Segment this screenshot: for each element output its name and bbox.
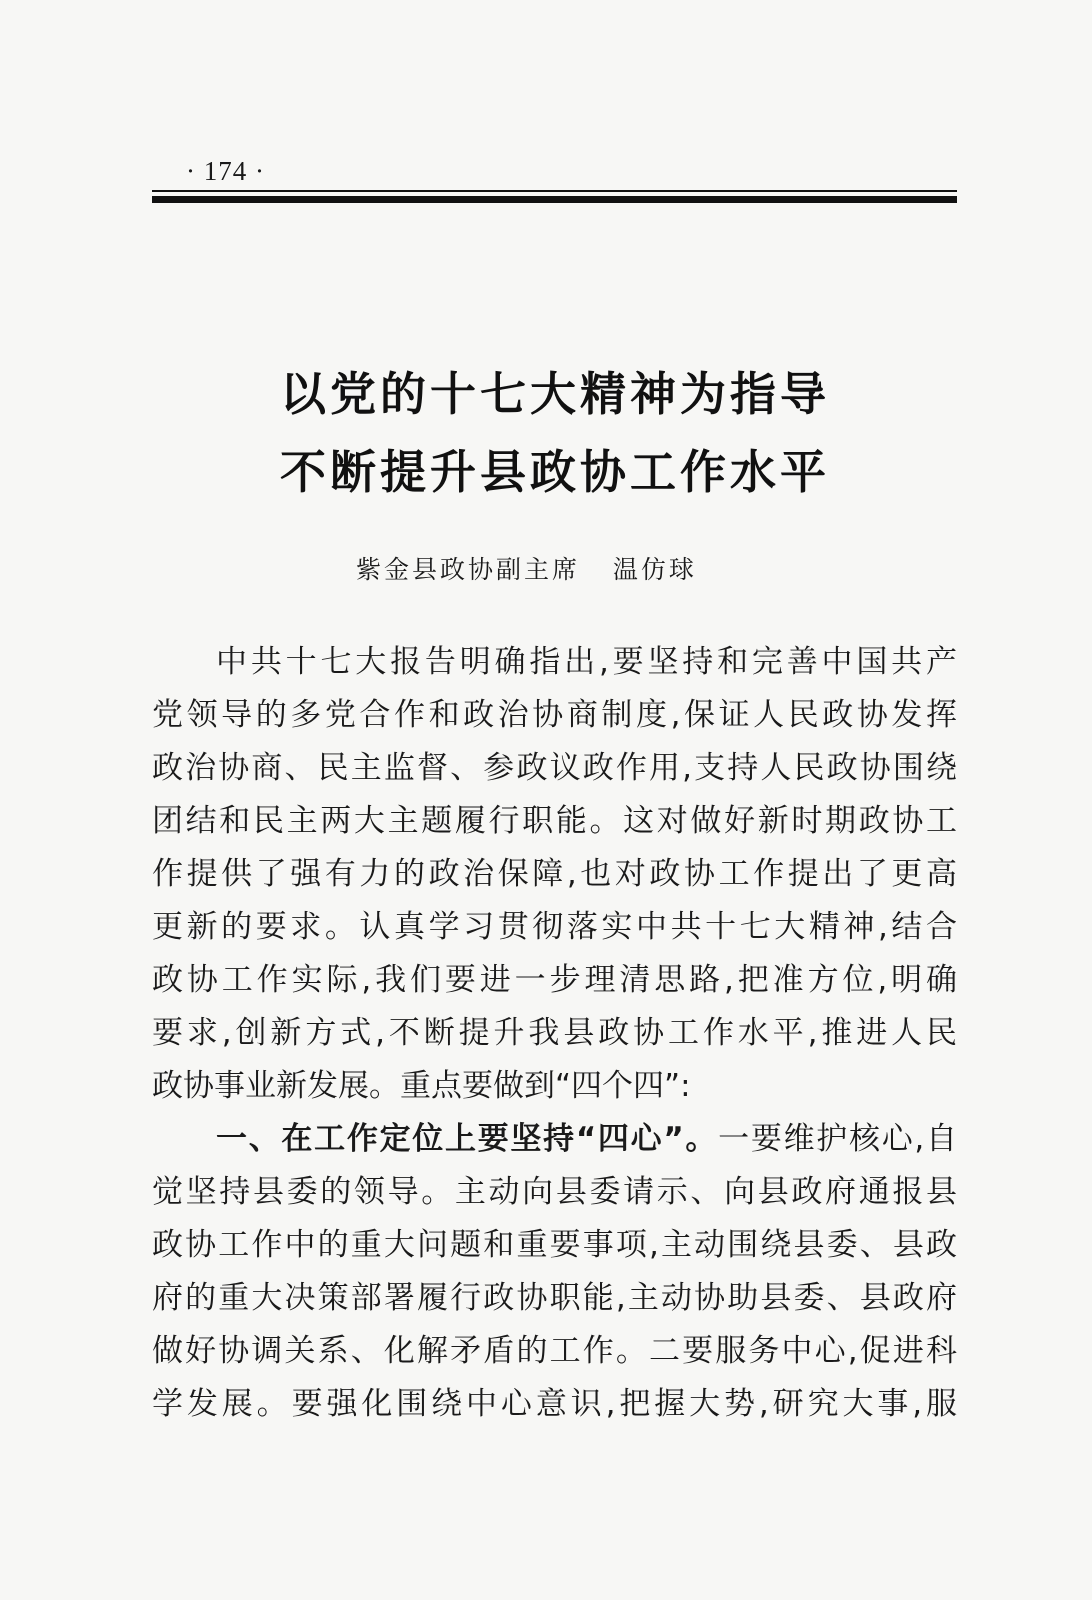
body-line: 政治协商、民主监督、参政议政作用,支持人民政协围绕	[152, 750, 957, 786]
body-line: 府的重大决策部署履行政协职能,主动协助县委、县政府	[152, 1280, 957, 1316]
article-title-line-1: 以党的十七大精神为指导	[280, 367, 830, 421]
article-title-line-2: 不断提升县政协工作水平	[280, 445, 830, 499]
body-line: 学发展。要强化围绕中心意识,把握大势,研究大事,服	[152, 1386, 957, 1422]
header-rule-thin	[152, 190, 957, 192]
author-byline: 紫金县政协副主席 温仿球	[356, 555, 697, 584]
body-line: 政协工作中的重大问题和重要事项,主动围绕县委、县政	[152, 1227, 957, 1263]
body-line: 觉坚持县委的领导。主动向县委请示、向县政府通报县	[152, 1174, 957, 1210]
section-heading-line	[216, 1117, 957, 1161]
body-line: 政协工作实际,我们要进一步理清思路,把准方位,明确	[152, 962, 957, 998]
header-rule-thick	[152, 196, 957, 203]
body-line: 作提供了强有力的政治保障,也对政协工作提出了更高	[152, 856, 957, 892]
body-line: 做好协调关系、化解矛盾的工作。二要服务中心,促进科	[152, 1333, 957, 1369]
body-line: 要求,创新方式,不断提升我县政协工作水平,推进人民	[152, 1015, 957, 1051]
body-text: 一要维护核心,自	[718, 1121, 957, 1157]
body-line: 政协事业新发展。重点要做到“四个四”:	[152, 1068, 691, 1104]
body-line: 更新的要求。认真学习贯彻落实中共十七大精神,结合	[152, 909, 957, 945]
body-line: 中共十七大报告明确指出,要坚持和完善中国共产	[216, 644, 957, 680]
section-heading: 一、在工作定位上要坚持“四心”。	[216, 1121, 719, 1157]
body-line: 团结和民主两大主题履行职能。这对做好新时期政协工	[152, 803, 957, 839]
page-number: · 174 ·	[186, 156, 265, 186]
body-line: 党领导的多党合作和政治协商制度,保证人民政协发挥	[152, 697, 957, 733]
